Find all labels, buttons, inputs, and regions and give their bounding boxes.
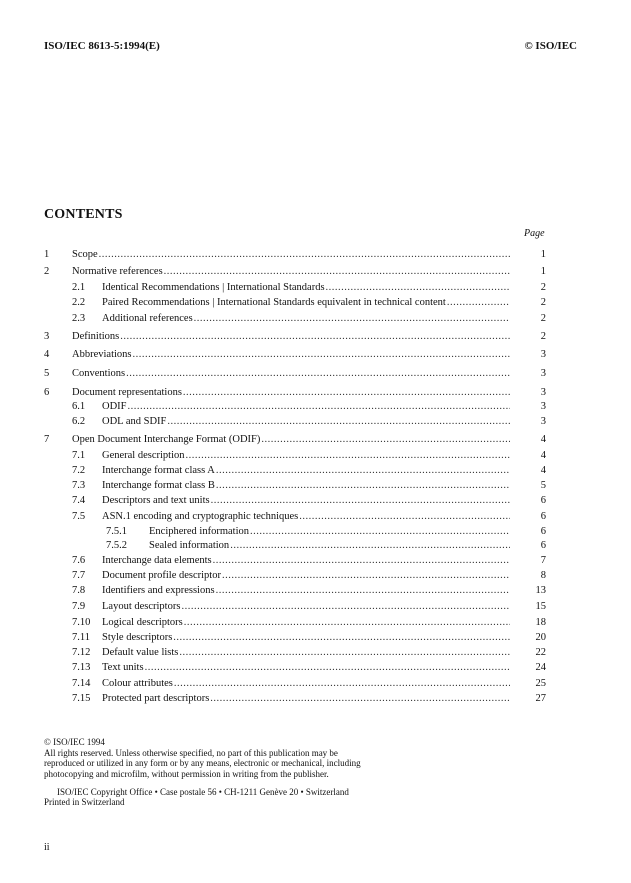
- dot-leader: [173, 631, 510, 645]
- toc-entry-page: 1: [540, 249, 546, 260]
- toc-entry-page: 27: [535, 693, 546, 704]
- dot-leader: [181, 600, 510, 614]
- dot-leader: [216, 479, 510, 493]
- dot-leader: [216, 584, 510, 598]
- toc-entry-leader: [102, 692, 510, 706]
- rights-text-3: photocopying and microfilm, without permission in writing from the publisher.: [44, 768, 329, 779]
- toc-entry-page: 3: [540, 387, 546, 398]
- toc-entry-title: Layout descriptors: [102, 601, 181, 612]
- toc-entry: [44, 525, 554, 539]
- toc-entry: [44, 510, 554, 524]
- toc-entry-leader: [72, 386, 510, 400]
- printed-in: Printed in Switzerland: [44, 797, 125, 807]
- toc-entry: [44, 330, 554, 344]
- toc-entry: [44, 554, 554, 568]
- dot-leader: [126, 367, 510, 381]
- toc-entry: [44, 281, 554, 295]
- toc-entry: [44, 296, 554, 310]
- toc-entry-title: Logical descriptors: [102, 617, 183, 628]
- dot-leader: [447, 296, 510, 310]
- toc-entry: [44, 348, 554, 362]
- toc-entry-title: Paired Recommendations | International Standards equivalent in technical content: [102, 297, 446, 308]
- toc-entry-page: 3: [540, 349, 546, 360]
- toc-entry: [44, 661, 554, 675]
- toc-entry-leader: [102, 494, 510, 508]
- toc-entry-leader: [72, 248, 510, 262]
- toc-entry-leader: [102, 677, 510, 691]
- toc-entry-title: Default value lists: [102, 647, 179, 658]
- toc-entry: [44, 386, 554, 400]
- toc-entry-number: 7.11: [72, 632, 90, 643]
- toc-entry-page: 8: [540, 570, 546, 581]
- toc-entry-number: 7: [44, 434, 50, 445]
- rights-text-1: All rights reserved. Unless otherwise specified, no part of this publication may be: [44, 747, 338, 758]
- toc-entry-title: Sealed information: [149, 540, 230, 551]
- toc-entry-leader: [102, 449, 510, 463]
- toc-entry-page: 20: [535, 632, 546, 643]
- toc-entry: [44, 600, 554, 614]
- header-copyright: © ISO/IEC: [524, 40, 577, 52]
- toc-entry-leader: [102, 510, 510, 524]
- toc-entry-number: 7.6: [72, 555, 86, 566]
- toc-entry-page: 3: [540, 401, 546, 412]
- toc-entry-number: 7.5: [72, 511, 86, 522]
- toc-entry-title: Definitions: [72, 331, 120, 342]
- toc-entry-leader: [149, 539, 510, 553]
- toc-entry-title: Interchange format class B: [102, 480, 215, 491]
- toc-entry: [44, 400, 554, 414]
- toc-entry: [44, 539, 554, 553]
- toc-entry: [44, 646, 554, 660]
- toc-entry-page: 5: [540, 480, 546, 491]
- toc-entry: [44, 479, 554, 493]
- dot-leader: [184, 616, 510, 630]
- dot-leader: [133, 348, 511, 362]
- dot-leader: [261, 433, 510, 447]
- toc-entry-title: Identical Recommendations | International Standards: [102, 282, 325, 293]
- dot-leader: [326, 281, 510, 295]
- toc-entry: [44, 692, 554, 706]
- toc-entry-title: Normative references: [72, 266, 163, 277]
- toc-entry: [44, 494, 554, 508]
- dot-leader: [128, 400, 510, 414]
- toc-entry-number: 1: [44, 249, 50, 260]
- toc-entry-title: Open Document Interchange Format (ODIF): [72, 434, 261, 445]
- toc-entry-page: 2: [540, 313, 546, 324]
- toc-entry-leader: [102, 600, 510, 614]
- toc-entry-number: 7.13: [72, 662, 91, 673]
- toc-entry: [44, 677, 554, 691]
- toc-entry-title: ODIF: [102, 401, 127, 412]
- toc-entry-title: Scope: [72, 249, 98, 260]
- dot-leader: [145, 661, 510, 675]
- toc-entry-leader: [102, 569, 510, 583]
- toc-entry: [44, 248, 554, 262]
- dot-leader: [230, 539, 510, 553]
- toc-entry-number: 3: [44, 331, 50, 342]
- toc-entry-leader: [102, 616, 510, 630]
- header-document-id: ISO/IEC 8613-5:1994(E): [44, 40, 160, 52]
- toc-entry-number: 5: [44, 368, 50, 379]
- toc-entry-leader: [72, 367, 510, 381]
- toc-entry-number: 7.14: [72, 678, 91, 689]
- toc-entry-page: 24: [535, 662, 546, 673]
- toc-entry-leader: [102, 554, 510, 568]
- toc-entry-leader: [102, 661, 510, 675]
- toc-entry-number: 7.3: [72, 480, 86, 491]
- toc-entry-leader: [102, 646, 510, 660]
- toc-entry-title: Interchange format class A: [102, 465, 215, 476]
- dot-leader: [164, 265, 510, 279]
- toc-entry: [44, 631, 554, 645]
- toc-entry-number: 2.2: [72, 297, 86, 308]
- toc-entry-page: 13: [535, 585, 546, 596]
- toc-entry-title: Text units: [102, 662, 144, 673]
- toc-entry-number: 7.8: [72, 585, 86, 596]
- toc-entry: [44, 449, 554, 463]
- dot-leader: [250, 525, 510, 539]
- dot-leader: [216, 464, 510, 478]
- toc-entry-number: 7.2: [72, 465, 86, 476]
- toc-entry-page: 1: [540, 266, 546, 277]
- toc-entry-number: 7.7: [72, 570, 86, 581]
- toc-entry-page: 25: [535, 678, 546, 689]
- toc-entry: [44, 433, 554, 447]
- toc-entry-title: Abbreviations: [72, 349, 132, 360]
- dot-leader: [186, 449, 510, 463]
- dot-leader: [213, 554, 510, 568]
- toc-entry-page: 2: [540, 331, 546, 342]
- toc-entry-page: 18: [535, 617, 546, 628]
- dot-leader: [120, 330, 510, 344]
- page-number: ii: [44, 842, 50, 853]
- toc-entry-leader: [102, 312, 510, 326]
- toc-entry-page: 6: [540, 511, 546, 522]
- toc-entry-number: 7.10: [72, 617, 91, 628]
- toc-entry-leader: [102, 631, 510, 645]
- toc-entry-title: Enciphered information: [149, 526, 250, 537]
- toc-entry: [44, 312, 554, 326]
- toc-entry: [44, 464, 554, 478]
- toc-entry-leader: [102, 281, 510, 295]
- toc-entry-number: 6: [44, 387, 50, 398]
- toc-entry-number: 2.1: [72, 282, 86, 293]
- dot-leader: [179, 646, 510, 660]
- toc-entry-title: Descriptors and text units: [102, 495, 210, 506]
- toc-entry-title: Colour attributes: [102, 678, 173, 689]
- toc-entry-page: 15: [535, 601, 546, 612]
- toc-entry-leader: [102, 479, 510, 493]
- toc-entry-number: 7.4: [72, 495, 86, 506]
- dot-leader: [210, 692, 510, 706]
- toc-entry-title: ODL and SDIF: [102, 416, 167, 427]
- toc-entry-title: Additional references: [102, 313, 193, 324]
- dot-leader: [99, 248, 510, 262]
- toc-entry-page: 6: [540, 495, 546, 506]
- toc-entry-number: 6.1: [72, 401, 86, 412]
- toc-entry: [44, 616, 554, 630]
- toc-entry-leader: [102, 584, 510, 598]
- dot-leader: [211, 494, 510, 508]
- dot-leader: [167, 415, 510, 429]
- toc-entry: [44, 265, 554, 279]
- toc-entry-page: 4: [540, 465, 546, 476]
- toc-entry-number: 7.9: [72, 601, 86, 612]
- page-column-label: Page: [524, 228, 545, 239]
- toc-entry: [44, 584, 554, 598]
- toc-entry-page: 4: [540, 450, 546, 461]
- toc-entry-page: 2: [540, 297, 546, 308]
- toc-entry-leader: [102, 464, 510, 478]
- copyright-year: © ISO/IEC 1994: [44, 737, 105, 747]
- dot-leader: [183, 386, 510, 400]
- toc-entry-title: Document representations: [72, 387, 182, 398]
- toc-entry-number: 6.2: [72, 416, 86, 427]
- toc-entry-leader: [102, 400, 510, 414]
- copyright-notice: [44, 737, 404, 798]
- toc-entry-title: Document profile descriptor: [102, 570, 221, 581]
- dot-leader: [174, 677, 510, 691]
- toc-entry-leader: [72, 265, 510, 279]
- toc-entry: [44, 367, 554, 381]
- toc-entry-page: 3: [540, 416, 546, 427]
- toc-entry-title: Interchange data elements: [102, 555, 212, 566]
- toc-entry-number: 2.3: [72, 313, 86, 324]
- toc-entry: [44, 415, 554, 429]
- toc-entry-title: Style descriptors: [102, 632, 173, 643]
- toc-entry-leader: [102, 296, 510, 310]
- dot-leader: [222, 569, 510, 583]
- toc-entry-title: General description: [102, 450, 185, 461]
- toc-entry-leader: [72, 348, 510, 362]
- toc-entry-number: 7.5.2: [106, 540, 127, 551]
- toc-entry-page: 6: [540, 540, 546, 551]
- toc-entry-leader: [72, 330, 510, 344]
- toc-entry-number: 4: [44, 349, 50, 360]
- toc-entry-title: Conventions: [72, 368, 126, 379]
- rights-text-2: reproduced or utilized in any form or by any means, electronic or mechanical, including: [44, 758, 361, 768]
- toc-entry-leader: [102, 415, 510, 429]
- dot-leader: [299, 510, 510, 524]
- toc-entry-number: 7.5.1: [106, 526, 127, 537]
- toc-entry-page: 3: [540, 368, 546, 379]
- toc-entry-page: 2: [540, 282, 546, 293]
- toc-entry-title: Identifiers and expressions: [102, 585, 215, 596]
- toc-entry-number: 2: [44, 266, 50, 277]
- toc-entry-page: 22: [535, 647, 546, 658]
- toc-entry-number: 7.1: [72, 450, 86, 461]
- toc-entry-number: 7.15: [72, 693, 91, 704]
- toc-entry-page: 6: [540, 526, 546, 537]
- copyright-office: ISO/IEC Copyright Office • Case postale 56 • CH-1211 Genève 20 • Switzerland: [57, 787, 349, 797]
- toc-entry-number: 7.12: [72, 647, 91, 658]
- toc-entry-page: 4: [540, 434, 546, 445]
- dot-leader: [194, 312, 510, 326]
- toc-entry-leader: [72, 433, 510, 447]
- contents-heading: CONTENTS: [44, 207, 123, 222]
- toc-entry-title: ASN.1 encoding and cryptographic techniques: [102, 511, 299, 522]
- toc-entry: [44, 569, 554, 583]
- toc-entry-leader: [149, 525, 510, 539]
- toc-entry-title: Protected part descriptors: [102, 693, 210, 704]
- toc-entry-page: 7: [540, 555, 546, 566]
